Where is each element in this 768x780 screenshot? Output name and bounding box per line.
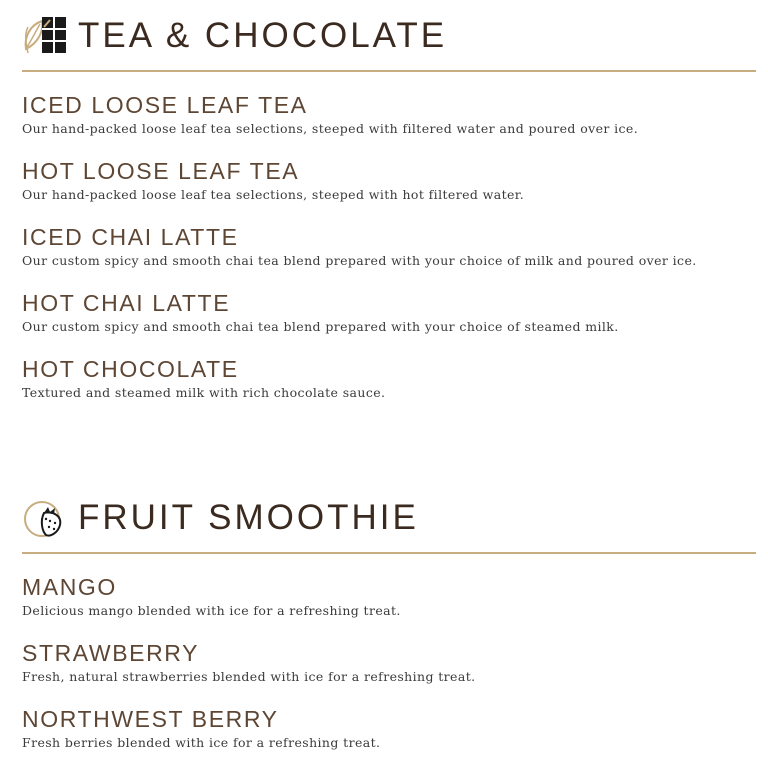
item-name: HOT LOOSE LEAF TEA <box>22 158 300 184</box>
section-fruit-smoothie <box>22 492 756 752</box>
section-title: TEA & CHOCOLATE <box>78 15 448 55</box>
menu-items <box>22 574 756 752</box>
fruit-smoothie-icon <box>22 495 70 539</box>
item-description: Our hand-packed loose leaf tea selections, steeped with hot filtered water. <box>22 187 525 202</box>
menu-item <box>22 640 756 686</box>
item-name: HOT CHAI LATTE <box>22 290 231 316</box>
section-divider <box>22 552 756 554</box>
menu-item <box>22 224 756 270</box>
menu-item <box>22 574 756 620</box>
menu-item <box>22 290 756 336</box>
item-description: Our custom spicy and smooth chai tea blend prepared with your choice of steamed milk. <box>22 319 619 334</box>
menu-item <box>22 158 756 204</box>
menu-item <box>22 356 756 402</box>
item-description: Fresh, natural strawberries blended with ice for a refreshing treat. <box>22 669 476 684</box>
item-description: Delicious mango blended with ice for a refreshing treat. <box>22 603 401 618</box>
menu-item <box>22 706 756 752</box>
item-name: ICED CHAI LATTE <box>22 224 239 250</box>
item-description: Fresh berries blended with ice for a refreshing treat. <box>22 735 381 750</box>
section-header <box>22 492 756 542</box>
tea-chocolate-icon <box>22 13 70 57</box>
menu-items <box>22 92 756 402</box>
section-header <box>22 10 756 60</box>
section-tea-chocolate <box>22 10 756 402</box>
item-description: Our custom spicy and smooth chai tea blend prepared with your choice of milk and poured over ice. <box>22 253 697 268</box>
item-name: MANGO <box>22 574 117 600</box>
section-divider <box>22 70 756 72</box>
item-name: ICED LOOSE LEAF TEA <box>22 92 308 118</box>
item-description: Textured and steamed milk with rich chocolate sauce. <box>22 385 386 400</box>
item-description: Our hand-packed loose leaf tea selections, steeped with filtered water and poured over ice. <box>22 121 639 136</box>
item-name: NORTHWEST BERRY <box>22 706 279 732</box>
item-name: HOT CHOCOLATE <box>22 356 239 382</box>
menu-item <box>22 92 756 138</box>
section-title: FRUIT SMOOTHIE <box>78 497 419 537</box>
item-name: STRAWBERRY <box>22 640 200 666</box>
